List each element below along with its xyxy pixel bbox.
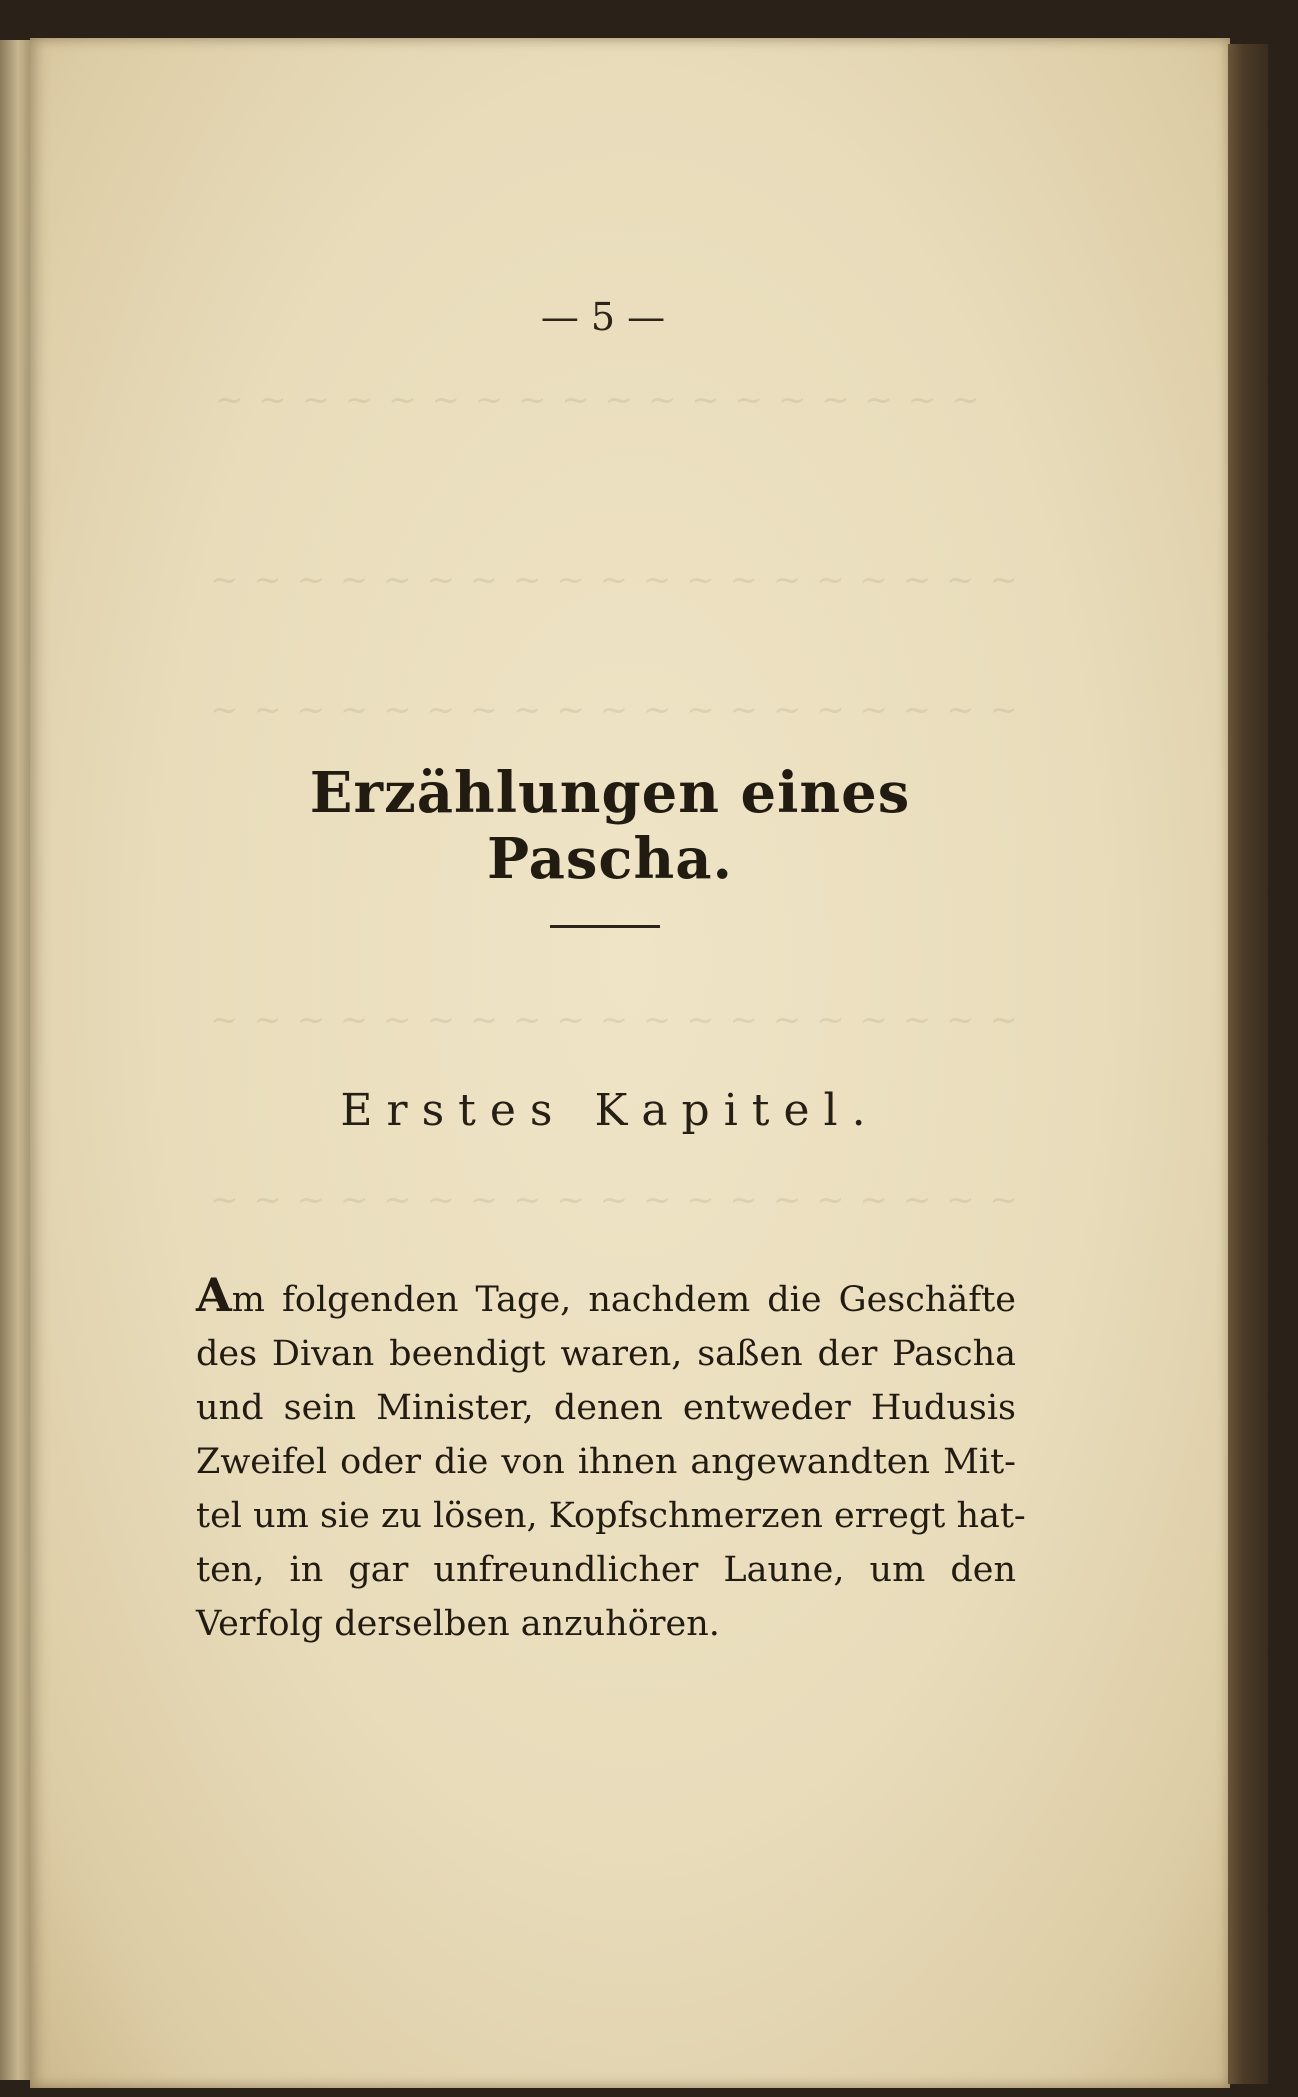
bleed-through-text: ~ ~ ~ ~ ~ ~ ~ ~ ~ ~ ~ ~ ~ ~ ~ ~ ~ ~ ~ [210,1180,1020,1220]
title-divider-rule [550,925,660,928]
book-title: Erzählungen eines Pascha. [309,760,911,892]
body-line-7: Verfolg derselben anzuhören. [196,1604,720,1644]
left-page-edge [0,40,30,2080]
body-line-6: ten, in gar unfreundlicher Laune, um den [196,1550,1016,1590]
bleed-through-text: ~ ~ ~ ~ ~ ~ ~ ~ ~ ~ ~ ~ ~ ~ ~ ~ ~ ~ ~ [210,690,1020,730]
body-line-2: des Divan beendigt waren, saßen der Pascha [196,1334,1016,1374]
dropcap-letter: A [196,1268,232,1322]
body-line-1 [196,1268,1016,1327]
body-line-3: und sein Minister, denen entweder Hudusis [196,1388,1016,1428]
page-number: — 5 — [540,295,666,339]
body-line-5: tel um sie zu lösen, Kopfschmerzen erregt hat- [196,1496,1026,1536]
body-paragraph [196,1268,1026,1651]
body-line-text: m folgenden Tage, nachdem die Geschäfte [231,1280,1016,1320]
bleed-through-text: ~ ~ ~ ~ ~ ~ ~ ~ ~ ~ ~ ~ ~ ~ ~ ~ ~ ~ [215,380,982,420]
bleed-through-text: ~ ~ ~ ~ ~ ~ ~ ~ ~ ~ ~ ~ ~ ~ ~ ~ ~ ~ ~ [210,560,1020,600]
body-line-4: Zweifel oder die von ihnen angewandten Mit- [196,1442,1016,1482]
page-paper [30,38,1230,2088]
chapter-heading: Erstes Kapitel. [340,1085,880,1136]
bleed-through-text: ~ ~ ~ ~ ~ ~ ~ ~ ~ ~ ~ ~ ~ ~ ~ ~ ~ ~ ~ [210,1000,1020,1040]
book-binding-edge [1228,44,1268,2084]
